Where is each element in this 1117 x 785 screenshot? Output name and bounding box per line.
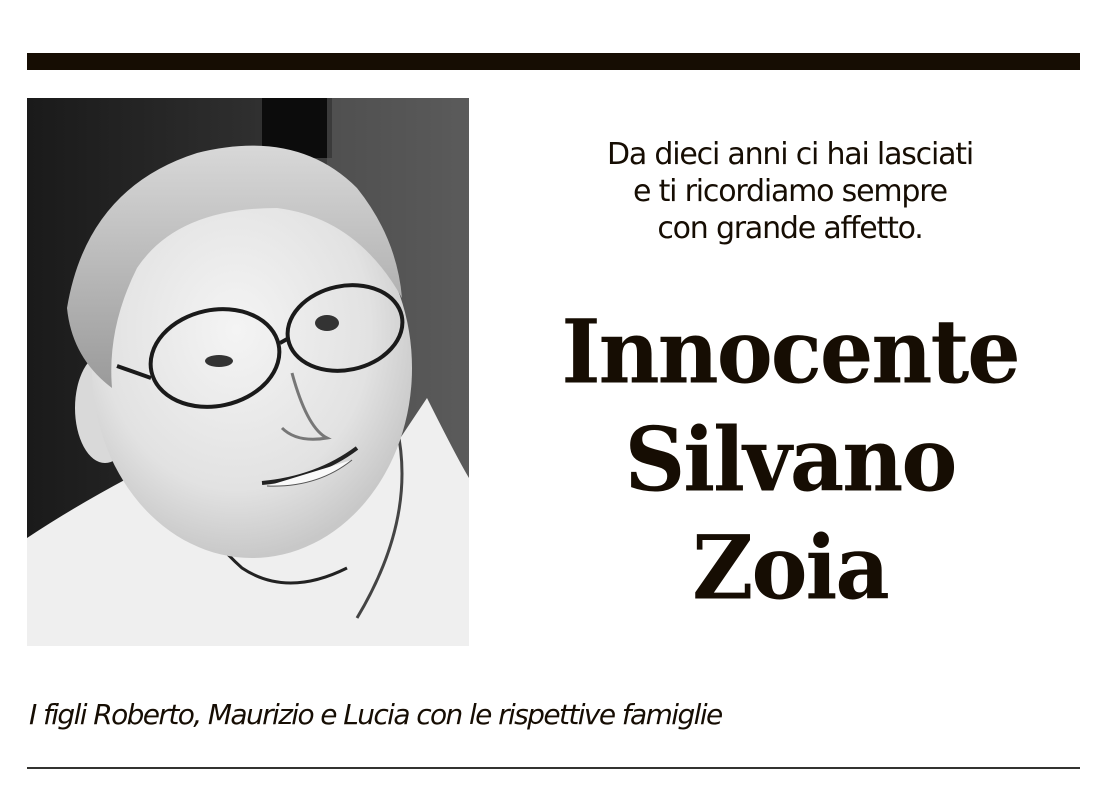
bottom-rule bbox=[27, 767, 1080, 769]
name-last: Zoia bbox=[692, 515, 888, 620]
family-signature: I figli Roberto, Maurizio e Lucia con le rispettive famiglie bbox=[29, 698, 722, 731]
portrait-image bbox=[27, 98, 469, 646]
intro-message bbox=[560, 136, 1020, 247]
name-first: Innocente bbox=[561, 299, 1019, 404]
deceased-name bbox=[530, 298, 1050, 622]
name-middle: Silvano bbox=[624, 407, 956, 512]
intro-line: con grande affetto. bbox=[657, 211, 923, 246]
portrait-photo bbox=[27, 98, 469, 646]
intro-line: e ti ricordiamo sempre bbox=[633, 174, 947, 209]
top-rule-bar bbox=[27, 53, 1080, 70]
intro-line: Da dieci anni ci hai lasciati bbox=[607, 137, 973, 172]
